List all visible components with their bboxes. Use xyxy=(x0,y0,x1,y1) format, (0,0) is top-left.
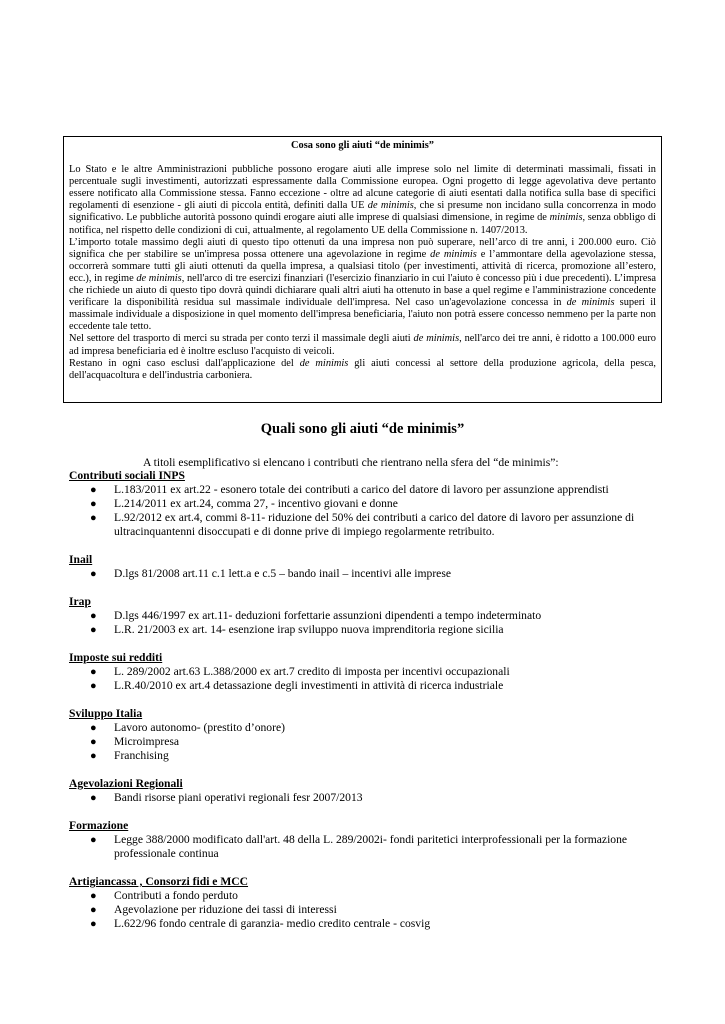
list-item xyxy=(69,497,659,511)
section-item-list xyxy=(69,609,659,637)
list-item-text: Lavoro autonomo- (prestito d’onore) xyxy=(114,721,285,734)
list-item xyxy=(69,889,659,903)
list-item xyxy=(69,665,659,679)
box-paragraph-3-italic-1: de minimis xyxy=(413,333,460,345)
bullet-icon: ● xyxy=(90,722,97,734)
box-paragraph-2-italic-2: de minimis xyxy=(136,272,182,284)
list-item xyxy=(69,833,659,861)
section-spacer xyxy=(69,581,659,595)
section-item-list xyxy=(69,889,659,931)
box-paragraph-4-italic-1: de minimis xyxy=(299,357,349,369)
section-heading: Formazione xyxy=(69,819,129,832)
main-title: Quali sono gli aiuti “de minimis” xyxy=(260,421,465,437)
bullet-icon: ● xyxy=(90,750,97,762)
list-item xyxy=(69,791,659,805)
bullet-icon: ● xyxy=(90,666,97,678)
box-paragraph-1-italic-1: de minimis xyxy=(367,200,414,212)
section-heading: Artigiancassa , Consorzi fidi e MCC xyxy=(69,875,249,888)
list-item xyxy=(69,623,659,637)
section-item-list xyxy=(69,483,659,539)
bullet-icon: ● xyxy=(90,610,97,622)
list-item-text: L.R. 21/2003 ex art. 14- esenzione irap sviluppo nuova imprenditoria regione sicilia xyxy=(114,623,504,636)
box-paragraph-3-text-b: , nell'arco dei tre anni, è ridotto a 100.000 euro ad impresa beneficiaria ed è inoltre escluso l'acquisto di veicoli. xyxy=(69,333,657,357)
bullet-icon: ● xyxy=(90,904,97,916)
box-paragraph-2-italic-1: de minimis xyxy=(430,248,477,260)
box-paragraph-1 xyxy=(69,164,656,237)
list-item xyxy=(69,511,659,539)
bullet-icon: ● xyxy=(90,624,97,636)
intro-text: A titoli esemplificativo si elencano i contributi che rientrano nella sfera del “de minimis”: xyxy=(143,456,559,469)
section-spacer xyxy=(69,805,659,819)
box-paragraph-2-text-d: superi il massimale individuale a disposizione in quel momento dell'impresa beneficiaria, l'aiuto non potrà essere concesso nemmeno per la parte non eccedente tale tetto. xyxy=(69,297,656,333)
box-paragraph-2-text-c: , nell'arco di tre esercizi finanziari (l'esercizio finanziario in cui l'aiuto è concesso più i due precedenti). L’impresa che richiede un aiuto di questo tipo dovrà quindi dichiarare quali altri aiuti ha ottenuto in base a quel regime e l'amministrazione concedente verificare la disponibilità residua sul massimale individuale dell'impresa. Nel caso un'agevolazione concessa in xyxy=(69,272,656,309)
list-item-text: Contributi a fondo perduto xyxy=(114,889,238,902)
section-heading: Inail xyxy=(69,553,93,566)
list-item-text: Franchising xyxy=(114,749,169,762)
list-item-text: Legge 388/2000 modificato dall'art. 48 della L. 289/2002i- fondi paritetici interprofessionali per la formazione professionale continua xyxy=(114,833,628,860)
list-item-text: D.lgs 446/1997 ex art.11- deduzioni forfettarie assunzioni dipendenti a tempo indeterminato xyxy=(114,609,542,622)
box-paragraph-1-text-b: , che si presume non incidano sulla concorrenza in modo significativo. Le pubbliche autorità possono quindi erogare aiuti alle imprese di qualsiasi dimensione, in regime de xyxy=(69,200,656,224)
list-item xyxy=(69,679,659,693)
box-paragraph-4-text-b: gli aiuti concessi al settore della produzione agricola, della pesca, dell'acquacoltura e dell'industria carboniera. xyxy=(69,357,657,381)
section-spacer xyxy=(69,637,659,651)
list-item xyxy=(69,609,659,623)
list-item-text: L.214/2011 ex art.24, comma 27, - incentivo giovani e donne xyxy=(114,497,398,510)
section-heading: Agevolazioni Regionali xyxy=(69,777,183,790)
list-item xyxy=(69,917,659,931)
section-item-list xyxy=(69,721,659,763)
bullet-icon: ● xyxy=(90,834,97,846)
bullet-icon: ● xyxy=(90,512,97,524)
section-heading: Sviluppo Italia xyxy=(69,707,143,720)
box-title: Cosa sono gli aiuti “de minimis” xyxy=(291,140,434,151)
section-spacer xyxy=(69,693,659,707)
section-item-list xyxy=(69,833,659,861)
list-item xyxy=(69,735,659,749)
bullet-icon: ● xyxy=(90,918,97,930)
section-heading: Irap xyxy=(69,595,91,608)
section-heading: Contributi sociali INPS xyxy=(69,469,185,482)
de-minimis-info-box xyxy=(63,136,662,403)
section-item-list xyxy=(69,665,659,693)
bullet-icon: ● xyxy=(90,498,97,510)
box-paragraph-3 xyxy=(69,333,656,357)
list-item-text: L.92/2012 ex art.4, commi 8-11- riduzione del 50% dei contributi a carico del datore di lavoro per assunzione di ultracinquantenni disoccupati e di donne prive di impiego regolarmente retribuito. xyxy=(114,511,635,538)
bullet-icon: ● xyxy=(90,792,97,804)
bullet-icon: ● xyxy=(90,736,97,748)
box-paragraph-1-text-c: , senza obbligo di notifica, nel rispetto delle condizioni di cui, attualmente, al regolamento UE della Commissione n. 1407/2013. xyxy=(69,212,656,236)
section-spacer xyxy=(69,861,659,875)
sections-list xyxy=(69,469,659,931)
list-item xyxy=(69,903,659,917)
section-spacer xyxy=(69,539,659,553)
box-paragraph-2-italic-3: de minimis xyxy=(566,297,615,309)
section-spacer xyxy=(69,763,659,777)
bullet-icon: ● xyxy=(90,568,97,580)
list-item-text: L.622/96 fondo centrale di garanzia- medio credito centrale - cosvig xyxy=(114,917,431,930)
list-item xyxy=(69,721,659,735)
list-item-text: Bandi risorse piani operativi regionali fesr 2007/2013 xyxy=(114,791,363,804)
list-item xyxy=(69,483,659,497)
section-item-list xyxy=(69,791,659,805)
list-item-text: L.183/2011 ex art.22 - esonero totale dei contributi a carico del datore di lavoro per assunzione apprendisti xyxy=(114,483,609,496)
box-paragraph-2-text-a: L’importo totale massimo degli aiuti di questo tipo ottenuti da una impresa non può superare, nell’arco di tre anni, i 200.000 euro. Ciò significa che per stabilire se un'impresa possa ottenere una agevolazione in regime xyxy=(69,236,656,260)
box-paragraph-1-italic-2: minimis xyxy=(549,212,583,224)
section-item-list xyxy=(69,567,659,581)
list-item-text: Microimpresa xyxy=(114,735,180,748)
box-paragraph-1-text-a: Lo Stato e le altre Amministrazioni pubbliche possono erogare aiuti alle imprese solo nel limite di determinati massimali, fissati in percentuale sugli investimenti, autorizzati espressamente dalla Commissione europea. Ogni progetto di legge agevolativa deve pertanto essere notificato alla Commissione stessa. Fanno eccezione - oltre ad alcune categorie di aiuti esentati dalla notifica sulla base di specifici regolamenti di esenzione - gli aiuti di piccola entità, definiti dalla UE xyxy=(69,164,656,212)
box-paragraph-3-text-a: Nel settore del trasporto di merci su strada per conto terzi il massimale degli aiuti xyxy=(69,333,414,345)
list-item-text: L. 289/2002 art.63 L.388/2000 ex art.7 credito di imposta per incentivi occupazionali xyxy=(114,665,510,678)
list-item-text: D.lgs 81/2008 art.11 c.1 lett.a e c.5 – bando inail – incentivi alle imprese xyxy=(114,567,451,580)
box-paragraph-2 xyxy=(69,237,656,334)
bullet-icon: ● xyxy=(90,680,97,692)
list-item xyxy=(69,567,659,581)
list-item-text: Agevolazione per riduzione dei tassi di interessi xyxy=(114,903,337,916)
list-item xyxy=(69,749,659,763)
list-item-text: L.R.40/2010 ex art.4 detassazione degli investimenti in attività di ricerca industriale xyxy=(114,679,504,692)
bullet-icon: ● xyxy=(90,890,97,902)
box-paragraph-2-text-b: e l’ammontare della agevolazione stessa, occorrerà sommare tutti gli aiuti ottenuti da quella impresa, a qualsiasi titolo (per investimenti, attività di ricerca, promozione all’estero, ecc.), in regime xyxy=(69,248,657,284)
box-paragraph-4-text-a: Restano in ogni caso esclusi dall'applicazione del xyxy=(69,357,300,369)
section-heading: Imposte sui redditi xyxy=(69,651,163,664)
box-paragraph-4 xyxy=(69,358,656,382)
bullet-icon: ● xyxy=(90,484,97,496)
